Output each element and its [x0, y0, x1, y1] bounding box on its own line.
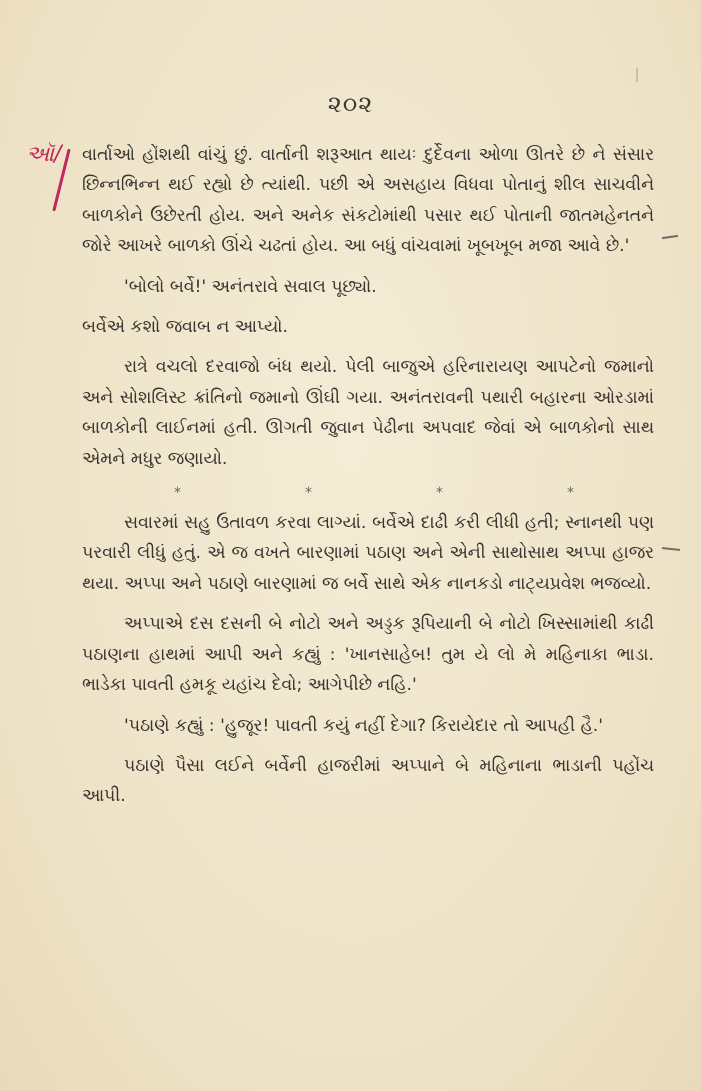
paragraph: પઠાણે પૈસા લઈને બર્વેની હાજરીમાં અપ્પાને બે મહિનાના ભાડાની પહોંચ આપી. [82, 755, 654, 807]
paragraph: 'પઠાણે કહ્યું : 'હુજૂર! પાવતી કયું નહીં દેગા? કિરાયેદાર તો આપહી હૈ.' [124, 715, 604, 736]
section-break-star: * [174, 485, 181, 502]
margin-annotation: ઑ/ [26, 142, 62, 167]
paragraph: વાર્તાઓ હોંશથી વાંચું છું. વાર્તાની શરૂઆત થાયઃ દુર્દેવના ઓળા ઊતરે છે ને સંસાર છિન્નભિન્ન થઈ રહ્યો છે ત્યાંથી. પછી એ અસહાય વિધવા પોતાનું શીલ સાચવીને બાળકોને ઉછેરતી હોય. અને અનેક સંકટોમાંથી પસાર થઈ પોતાની જાતમહેનતને જોરે આખરે બાળકો ઊંચે ચઢતાં હોય. આ બધું વાંચવામાં ખૂબખૂબ મજા આવે છે.' [82, 145, 654, 257]
paragraph: રાત્રે વચલો દરવાજો બંધ થયો. પેલી બાજુએ હરિનારાયણ આપટેનો જમાનો અને સોશલિસ્ટ ક્રાંતિનો જમાનો ઊંઘી ગયા. અનંતરાવની પથારી બહારના ઓરડામાં બાળકોની લાઈનમાં હતી. ઊગતી જુવાન પેઢીના અપવાદ જેવાં એ બાળકોનો સાથ એમને મધુર જણાયો. [82, 357, 654, 469]
page-mark [636, 68, 638, 82]
margin-tick [662, 547, 680, 551]
paragraph: સવારમાં સહુ ઉતાવળ કરવા લાગ્યાં. બર્વેએ દાઢી કરી લીધી હતી; સ્નાનથી પણ પરવારી લીધું હતું. એ જ વખતે બારણામાં પઠાણ અને એની સાથોસાથ અપ્પા હાજર થયા. અપ્પા અને પઠાણે બારણામાં જ બર્વે સાથે એક નાનકડો નાટ્યપ્રવેશ ભજવ્યો. [82, 513, 654, 594]
page-number: ૨૦૨ [327, 90, 374, 118]
paragraph: બર્વેએ કશો જવાબ ન આપ્યો. [82, 317, 288, 338]
margin-tick [662, 235, 678, 239]
body-text [82, 140, 654, 812]
paragraph: અપ્પાએ દસ દસની બે નોટો અને અડ્ડક રૂપિયાની બે નોટો ખિસ્સામાંથી કાઢી પઠાણના હાથમાં આપી અને કહ્યું : 'ખાનસાહેબ! તુમ યે લો મે મહિનાકા ભાડા. ભાડેકા પાવતી હમકૂ યહાંચ દેવો; આગેપીછે નહિ.' [82, 614, 654, 696]
section-break-star: * [436, 485, 443, 502]
section-break-star: * [567, 485, 574, 502]
paragraph: 'બોલો બર્વે!' અનંતરાવે સવાલ પૂછ્યો. [124, 276, 377, 297]
section-break-star: * [305, 485, 312, 502]
section-break [174, 482, 574, 504]
